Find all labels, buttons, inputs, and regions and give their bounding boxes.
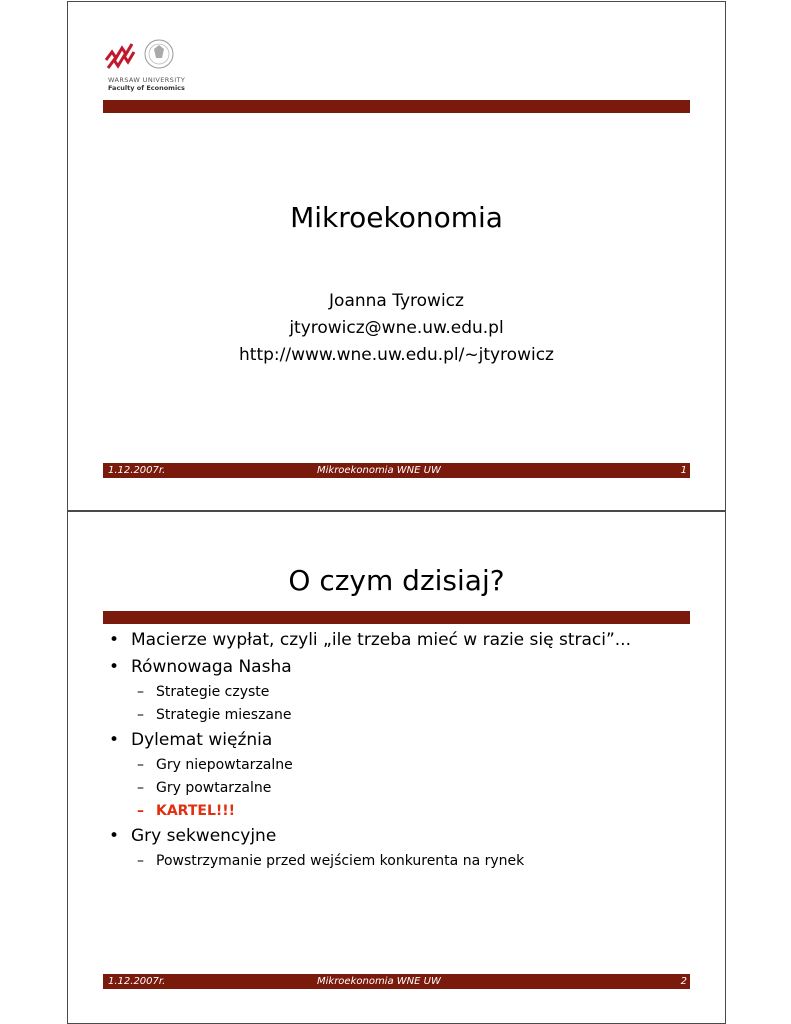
header-bar: [103, 100, 690, 113]
list-item: [106, 823, 706, 850]
footer-date: 1.12.2007r.: [108, 465, 166, 476]
list-item: [106, 627, 706, 654]
author-url: http://www.wne.uw.edu.pl/~jtyrowicz: [239, 345, 554, 365]
slide-title: O czym dzisiaj?: [288, 564, 505, 597]
agenda-list: [106, 627, 706, 873]
dash-icon: –: [137, 803, 144, 819]
bullet-icon: •: [109, 657, 120, 677]
sub-list-item-text: Gry powtarzalne: [156, 780, 272, 796]
slide-title: Mikroekonomia: [290, 201, 503, 234]
sub-list-item-highlighted: [106, 800, 706, 823]
sub-list-item: [106, 704, 706, 727]
list-item-text: Gry sekwencyjne: [131, 826, 277, 846]
list-item: [106, 654, 706, 681]
list-item-text: Równowaga Nasha: [131, 657, 292, 677]
sub-list-item: [106, 850, 706, 873]
footer-bar: [103, 463, 690, 478]
footer-page-number: 2: [680, 976, 687, 987]
sub-list-item-text: Gry niepowtarzalne: [156, 757, 293, 773]
sub-list-item: [106, 777, 706, 800]
dash-icon: –: [137, 780, 144, 796]
logo-university-name: WARSAW UNIVERSITY: [108, 76, 186, 84]
author-name: Joanna Tyrowicz: [329, 291, 464, 311]
dash-icon: –: [137, 853, 144, 869]
list-item-text: Macierze wypłat, czyli „ile trzeba mieć w razie się straci”...: [131, 630, 631, 650]
footer-course: Mikroekonomia WNE UW: [317, 465, 441, 476]
footer-page-number: 1: [680, 465, 687, 476]
footer-date: 1.12.2007r.: [108, 976, 166, 987]
bullet-icon: •: [109, 630, 120, 650]
author-email: jtyrowicz@wne.uw.edu.pl: [289, 318, 504, 338]
list-item-text: Dylemat więźnia: [131, 730, 273, 750]
sub-list-item-text: KARTEL!!!: [156, 803, 236, 819]
university-logo: [104, 38, 194, 96]
sub-list-item-text: Powstrzymanie przed wejściem konkurenta na rynek: [156, 853, 525, 869]
logo-faculty-name: Faculty of Economics: [108, 84, 185, 92]
sub-list-item: [106, 754, 706, 777]
bullet-icon: •: [109, 730, 120, 750]
logo-graphic: [104, 38, 184, 74]
dash-icon: –: [137, 707, 144, 723]
sub-list-item: [106, 681, 706, 704]
slide-1: [67, 1, 726, 511]
dash-icon: –: [137, 757, 144, 773]
header-bar: [103, 611, 690, 624]
footer-bar: [103, 974, 690, 989]
dash-icon: –: [137, 684, 144, 700]
footer-course: Mikroekonomia WNE UW: [317, 976, 441, 987]
sub-list-item-text: Strategie czyste: [156, 684, 270, 700]
list-item: [106, 727, 706, 754]
sub-list-item-text: Strategie mieszane: [156, 707, 292, 723]
slide-2: [67, 511, 726, 1024]
bullet-icon: •: [109, 826, 120, 846]
